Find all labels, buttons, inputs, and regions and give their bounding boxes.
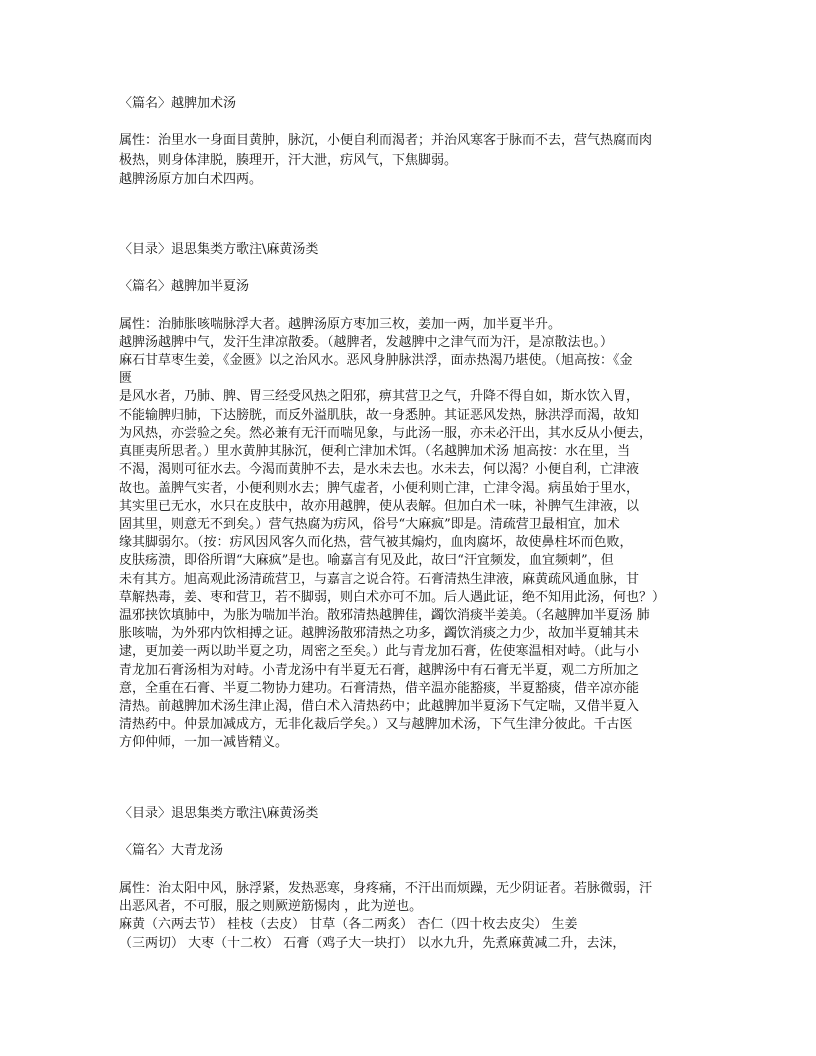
text-line: 匮 (119, 371, 133, 386)
text-line: 属性：治太阳中风，脉浮紧，发热恶寒，身疼痛，不汗出而烦躁，无少阴证者。若脉微弱，汗 (119, 881, 653, 896)
text-line: 出恶风者，不可服，服之则厥逆筋惕肉 ，此为逆也。 (119, 899, 423, 914)
text-line: 是风水者，乃肺、脾、胃三经受风热之阳邪，痹其营卫之气，升降不得自如，斯水饮入胃， (119, 389, 640, 404)
text-line: 未有其方。旭高观此汤清疏营卫，与嘉言之说合符。石膏清热生津液，麻黄疏风通血脉，甘 (119, 572, 640, 587)
text-line: 越脾汤原方加白术四两。 (119, 172, 263, 187)
text-line: 清热。前越脾加术汤生津止渴，借白术入清热药中；此越脾加半夏汤下气定喘，又借半夏入 (119, 699, 640, 714)
text-line: 温邪挟饮填肺中，为胀为喘加半治。散邪清热越脾佳，蠲饮消痰半姜美。（名越脾加半夏汤 肺 (119, 608, 650, 623)
text-line: 其实里已无水，水只在皮肤中，故亦用越脾，使从表解。但加白术一味，补脾气生津液，以 (119, 499, 640, 514)
text-line: 属性：治里水一身面目黄肿，脉沉，小便自利而渴者；并治风寒客于脉而不去，营气热腐而肉 (119, 133, 653, 148)
text-line: 方仰仲师，一加一减皆精义。 (119, 735, 289, 750)
text-line: 缘其脚弱尔。（按：疠风因风客久而化热，营气被其煽灼，血肉腐坏，故使鼻柱坏而色败， (119, 535, 633, 550)
text-line: 故也。盖脾气实者，小便利则水去；脾气虚者，小便利则亡津，亡津令渴。病虽始于里水， (119, 481, 640, 496)
text-line: 清热药中。仲景加减成方，无非化裁后学矣。）又与越脾加术汤，下气生津分彼此。千古医 (119, 717, 633, 732)
text-line: 不渴，渴则可征水去。今渴而黄肿不去，是水未去也。水未去，何以渴？小便自利，亡津液 (119, 462, 640, 477)
text-line: 青龙加石膏汤相为对峙。小青龙汤中有半夏无石膏，越脾汤中有石膏无半夏，观二方所加之 (119, 663, 640, 678)
catalog-line: 〈目录〉退思集类方歌注\麻黄汤类 (119, 806, 319, 821)
text-line: 极热，则身体津脱，腠理开，汗大泄，疠风气，下焦脚弱。 (119, 153, 458, 168)
text-line: 不能输脾归肺，下达膀胱，而反外溢肌肤，故一身悉肿。其证恶风发热，脉洪浮而渴，故知 (119, 408, 640, 423)
section-title: 〈篇名〉大青龙汤 (119, 843, 224, 858)
text-line: 越脾汤越脾中气，发汗生津凉散委。（越脾者，发越脾中之津气而为汗，是凉散法也。） (119, 335, 614, 350)
text-line: 麻石甘草枣生姜，《金匮》以之治风水。恶风身肿脉洪浮，面赤热渴乃堪使。（旭高按：《金 (119, 353, 633, 368)
text-line: 真匪夷所思者。）里水黄肿其脉沉，便利亡津加术饵。（名越脾加术汤 旭高按：水在里，当 (119, 444, 631, 459)
text-line: 为风热，亦尝验之矣。然必兼有无汗而喘见象，与此汤一服，亦未必汗出，其水反从小便去， (119, 426, 653, 441)
text-line: 皮肤疡溃，即俗所谓“大麻疯”是也。喻嘉言有见及此，故曰“汗宜频发，血宜频刺”，但 (119, 553, 614, 568)
catalog-line: 〈目录〉退思集类方歌注\麻黄汤类 (119, 242, 319, 257)
text-line: 固其里，则意无不到矣。）营气热腐为疠风，俗号“大麻疯”即是。清疏营卫最相宜，加术 (119, 517, 620, 532)
text-line: 属性：治肺胀咳喘脉浮大者。越脾汤原方枣加三枚，姜加一两，加半夏半升。 (119, 317, 562, 332)
section-title: 〈篇名〉越脾加半夏汤 (119, 279, 250, 294)
text-line: 意，全重在石膏、半夏二物协力建功。石膏清热，借辛温亦能豁痰，半夏豁痰，借辛凉亦能 (119, 681, 640, 696)
text-line: 胀咳喘，为外邪内饮相搏之证。越脾汤散邪清热之功多，蠲饮消痰之力少，故加半夏辅其未 (119, 626, 640, 641)
text-line: 逮，更加姜一两以助半夏之功，周密之至矣。）此与青龙加石膏，佐使寒温相对峙。（此与小 (119, 644, 640, 659)
text-line: 草解热毒，姜、枣和营卫，若不脚弱，则白术亦可不加。后人遇此证，绝不知用此汤，何也？） (119, 590, 666, 605)
text-line: （三两切） 大枣（十二枚） 石膏（鸡子大一块打） 以水九升，先煮麻黄减二升，去沫， (119, 936, 626, 951)
section-title: 〈篇名〉越脾加术汤 (119, 96, 237, 111)
text-line: 麻黄（六两去节） 桂枝（去皮） 甘草（各二两炙） 杏仁（四十枚去皮尖） 生姜 (119, 917, 578, 932)
